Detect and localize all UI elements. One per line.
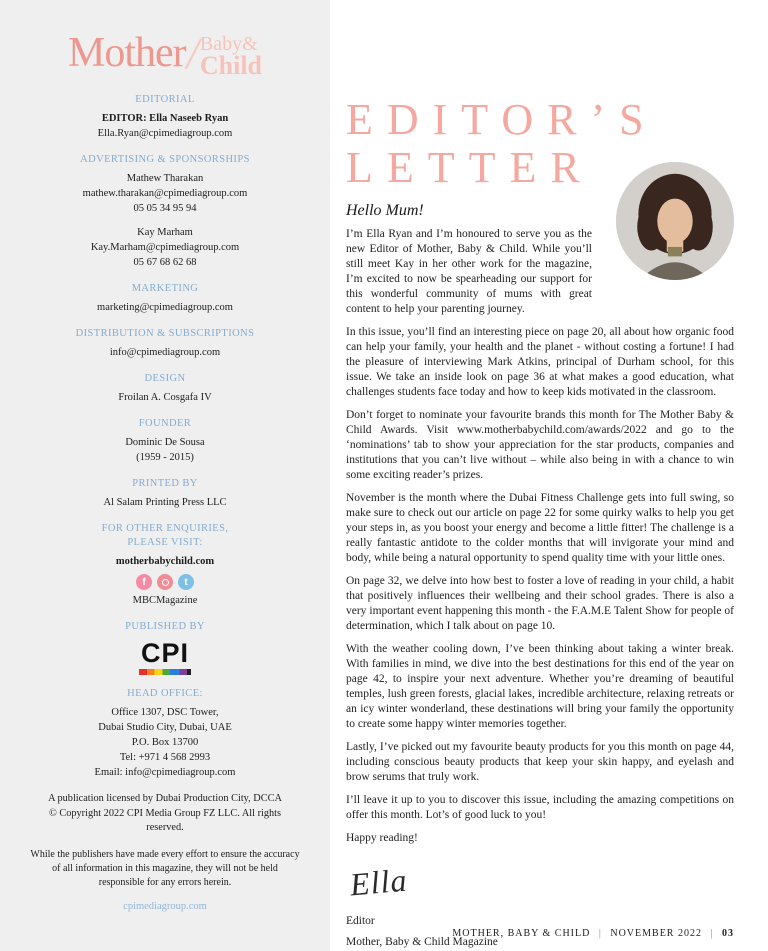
license-copyright xyxy=(30,792,300,836)
contact-phone: 05 05 34 95 94 xyxy=(133,203,197,215)
license-text: A publication licensed by Dubai Production City, DCCA xyxy=(48,793,282,805)
letter-closing: Happy reading! xyxy=(346,832,418,844)
section-heading: PRINTED BY xyxy=(132,478,198,490)
founder-years: (1959 - 2015) xyxy=(136,452,194,464)
letter-paragraph: Don’t forget to nominate your favourite brands this month for The Mother Baby & Child Awards. Visit www.motherbabychild.com/awards/2022 and go to the ‘nominations’ tab to show your appreciation for the star products, companies and institutions that you can’t live without – while also being in with a chance to win some exciting reader’s prizes. xyxy=(346,409,734,481)
masthead-sidebar xyxy=(0,0,330,951)
office-address-line: P.O. Box 13700 xyxy=(131,737,199,749)
signoff-magazine: Mother, Baby & Child Magazine xyxy=(346,936,498,948)
contact-email: Kay.Marham@cpimediagroup.com xyxy=(90,242,240,254)
letter-body xyxy=(346,202,734,948)
footer-separator: | xyxy=(710,928,714,939)
editor-photo-wrap xyxy=(602,162,734,284)
footer-issue-date: NOVEMBER 2022 xyxy=(610,928,702,939)
signoff-role: Editor xyxy=(346,915,375,927)
section-heading: HEAD OFFICE: xyxy=(127,688,203,700)
section-advertising xyxy=(30,153,300,270)
footer-page-number: 03 xyxy=(722,928,734,939)
distribution-email: info@cpimediagroup.com xyxy=(109,347,221,359)
section-design xyxy=(30,372,300,405)
letter-paragraph: November is the month where the Dubai Fitness Challenge gets into full swing, so make sure to check out our article on page 22 for some quirky walks to help you get your steps in, as you boost your energy and become a little fitter! The challenge is a really fantastic antidote to the colder months that will invigorate your mind and body, while being a natural opportunity to spend quality time with your little ones. xyxy=(346,492,734,564)
logo-baby-text: Baby& xyxy=(199,33,258,55)
contact-phone: 05 67 68 62 68 xyxy=(133,257,197,269)
cpi-logo xyxy=(30,640,300,675)
office-address-line: Dubai Studio City, Dubai, UAE xyxy=(98,722,232,734)
section-heading: ADVERTISING & SPONSORSHIPS xyxy=(80,154,250,166)
section-heading: EDITORIAL xyxy=(135,94,195,106)
office-email: Email: info@cpimediagroup.com xyxy=(94,767,236,779)
editor-photo xyxy=(616,162,734,280)
section-heading: PUBLISHED BY xyxy=(125,621,205,633)
editors-letter-content xyxy=(330,0,768,951)
editor-email: Ella.Ryan@cpimediagroup.com xyxy=(97,128,233,140)
section-editorial xyxy=(30,93,300,141)
editor-name: EDITOR: Ella Naseeb Ryan xyxy=(101,113,229,125)
letter-paragraph: Lastly, I’ve picked out my favourite beauty products for you this month on page 44, including conscious beauty products that keep your skin happy, and eyelash and brow serums that truly work. xyxy=(346,741,734,783)
designer-name: Froilan A. Cosgafa IV xyxy=(118,392,212,404)
letter-paragraph: I’ll leave it up to you to discover this issue, including the amazing competitions on offer this month. Lot’s of good luck to you! xyxy=(346,794,734,821)
section-printed-by xyxy=(30,477,300,510)
letter-greeting: Hello Mum! xyxy=(346,202,424,219)
title-line-1: EDITOR’S xyxy=(346,95,658,144)
facebook-icon[interactable]: f xyxy=(136,574,152,590)
twitter-icon[interactable]: t xyxy=(178,574,194,590)
footer-separator: | xyxy=(598,928,602,939)
logo-mother-text: Mother xyxy=(67,30,186,76)
page-footer xyxy=(452,928,734,939)
letter-paragraph: On page 32, we delve into how best to foster a love of reading in your child, a habit that positively influences their wellbeing and their school grades. There is also a very important event happening this month - the F.A.M.E Talent Show for people of determination, which I talk about on page 10. xyxy=(346,575,734,632)
section-marketing xyxy=(30,282,300,315)
contact-email: mathew.tharakan@cpimediagroup.com xyxy=(82,188,248,200)
social-icons xyxy=(30,574,300,590)
section-distribution xyxy=(30,327,300,360)
cpi-logo-colorbar xyxy=(139,669,191,675)
section-published-by xyxy=(30,620,300,675)
magazine-website-link[interactable]: motherbabychild.com xyxy=(115,556,215,568)
social-handle: MBCMagazine xyxy=(132,595,198,607)
logo-child-text: Child xyxy=(199,51,263,80)
section-heading: FOR OTHER ENQUIRIES, PLEASE VISIT: xyxy=(101,523,229,549)
section-enquiries xyxy=(30,522,300,608)
office-address-line: Office 1307, DSC Tower, xyxy=(111,707,219,719)
letter-paragraph: In this issue, you’ll find an interesting piece on page 20, all about how organic food can help your family, your health and the planet - without costing a fortune! I had the pleasure of interviewing Mark Atkins, principal of Durham school, for this issue. We take an inside look on page 36 at what makes a good education, what challenges students face today and how to keep kids motivated in the classroom. xyxy=(346,326,734,398)
office-phone: Tel: +971 4 568 2993 xyxy=(119,752,211,764)
section-heading: MARKETING xyxy=(131,283,199,295)
title-line-2: LETTER xyxy=(346,143,594,192)
cpi-website-link[interactable]: cpimediagroup.com xyxy=(123,900,207,912)
letter-paragraph: I’m Ella Ryan and I’m honoured to serve you as the new Editor of Mother, Baby & Child. While you’ll still meet Kay in her other work for the magazine, I’m excited to now be spearheading our support for this wonderful community of mums with great content to help your parenting journey. xyxy=(346,228,592,315)
cpi-logo-text: CPI xyxy=(140,638,189,669)
disclaimer-text: While the publishers have made every effort to ensure the accuracy of all information in this magazine, they will not be held responsible for any errors herein. xyxy=(30,848,300,888)
editor-portrait-illustration xyxy=(616,162,734,280)
instagram-ring xyxy=(162,579,169,586)
founder-name: Dominic De Sousa xyxy=(125,437,205,449)
section-heading: DESIGN xyxy=(144,373,186,385)
instagram-icon[interactable] xyxy=(157,574,173,590)
logo-slash: / xyxy=(186,29,199,78)
section-founder xyxy=(30,417,300,465)
letter-paragraph: With the weather cooling down, I’ve been thinking about taking a winter break. With families in mind, we dive into the best destinations for this end of the year on page 42, to inspire your next adventure. Whether you’re dreaming of beautiful temples, lush green forests, glacial lakes, incredible architecture, relaxing retreats or an icy winter wonderland, these destinations will bring your family the opportunity to create some happy winter memories together. xyxy=(346,643,734,730)
marketing-email: marketing@cpimediagroup.com xyxy=(97,302,233,314)
section-heading: FOUNDER xyxy=(138,418,192,430)
section-head-office xyxy=(30,687,300,780)
contact-name: Mathew Tharakan xyxy=(126,173,204,185)
copyright-text: © Copyright 2022 CPI Media Group FZ LLC. All rights reserved. xyxy=(48,807,282,834)
contact-name: Kay Marham xyxy=(137,227,193,239)
section-heading: DISTRIBUTION & SUBSCRIPTIONS xyxy=(75,328,255,340)
footer-magazine-name: MOTHER, BABY & CHILD xyxy=(452,928,591,939)
printer-name: Al Salam Printing Press LLC xyxy=(103,497,227,509)
editor-signature: Ella xyxy=(348,861,409,903)
magazine-logo xyxy=(30,29,300,80)
